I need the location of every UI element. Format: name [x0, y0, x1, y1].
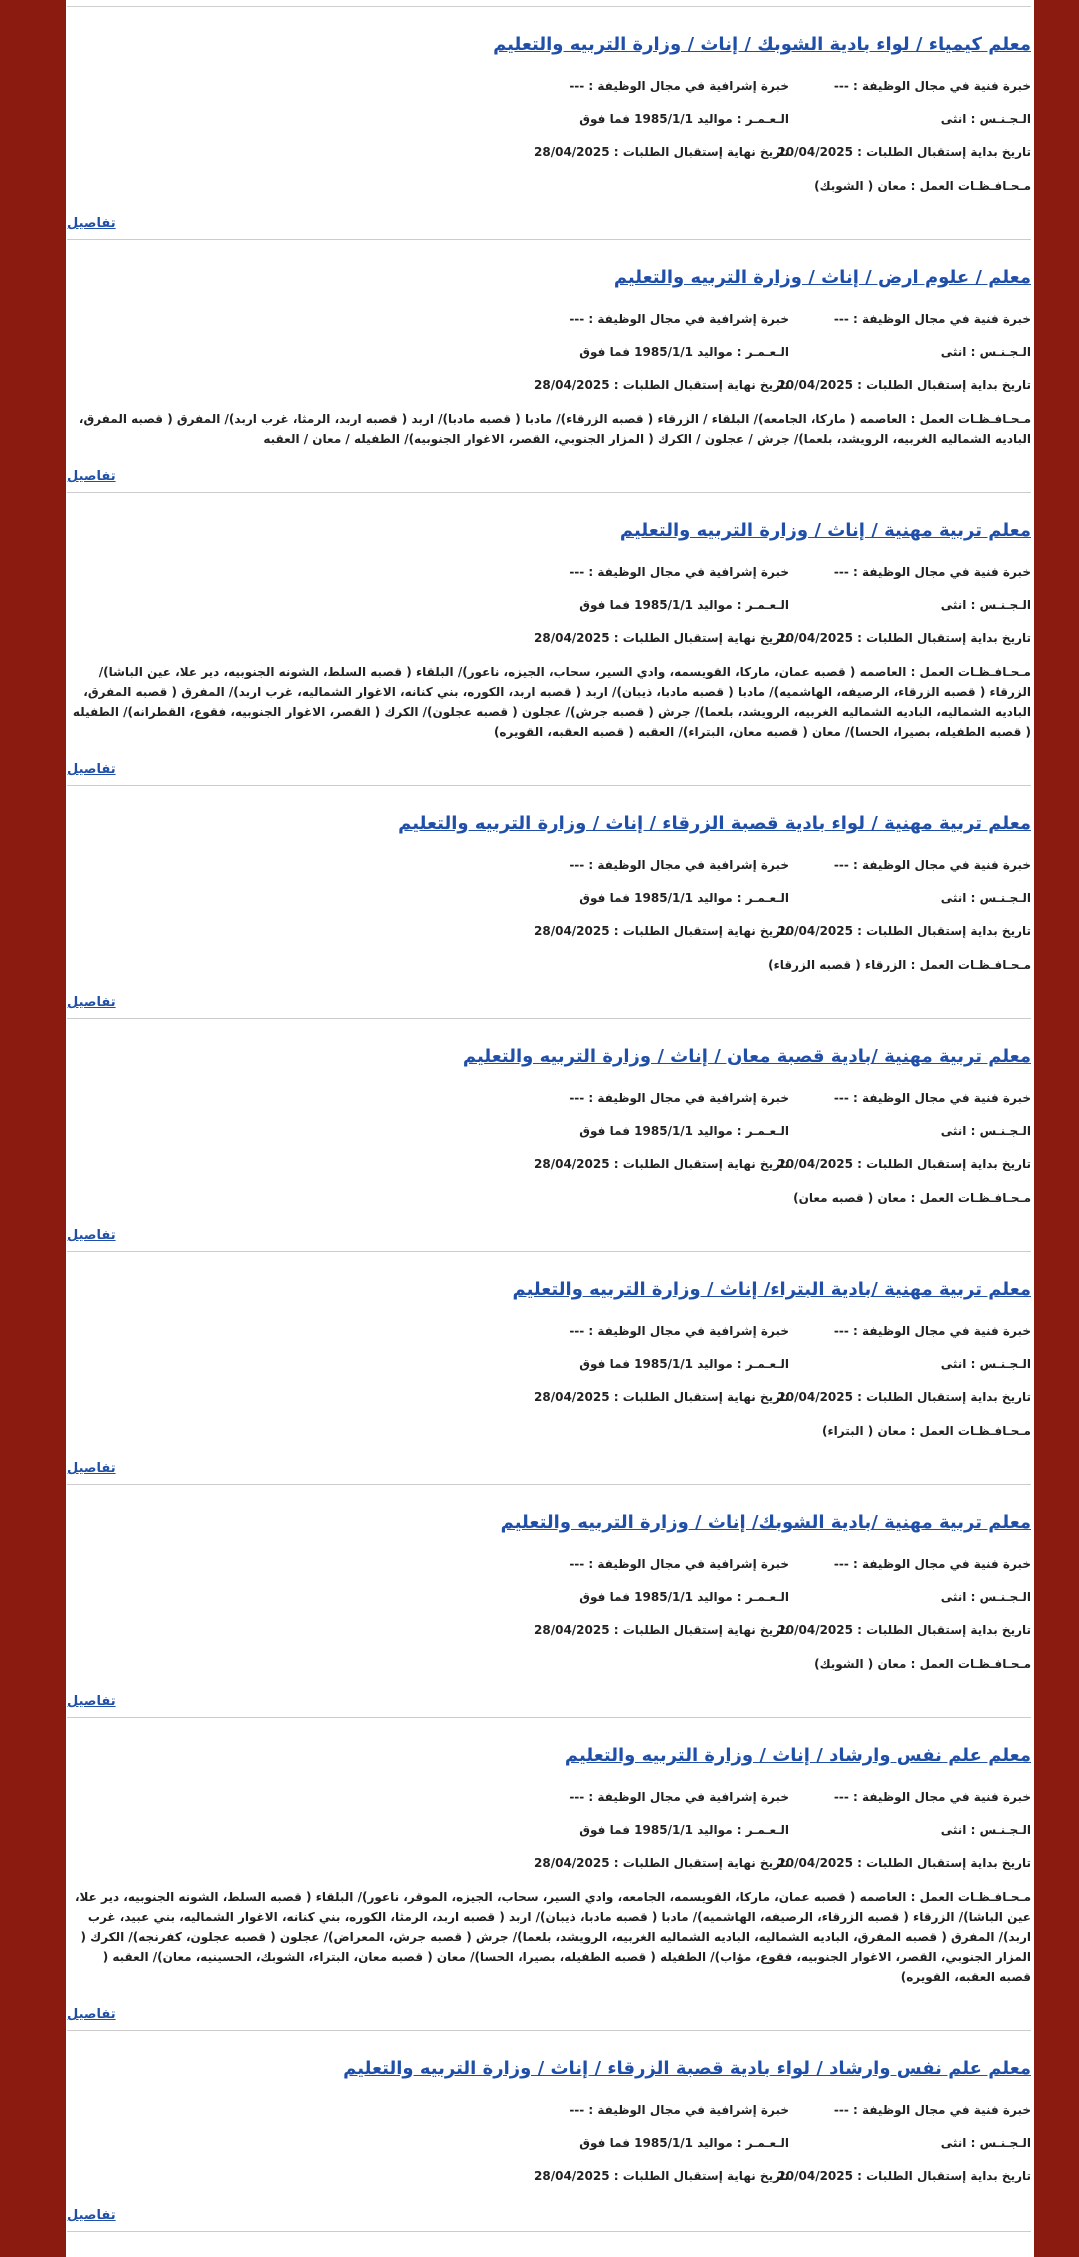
details-wrapper	[67, 461, 1031, 492]
work-governorates: مـحـافـظـات العمل : معان ( الشوبك)	[814, 179, 1031, 193]
start-date-text: تاريخ بداية إستقبال الطلبات : 20/04/2025	[777, 1390, 1031, 1404]
start-date-text: تاريخ بداية إستقبال الطلبات : 20/04/2025	[777, 924, 1031, 938]
work-governorates: مـحـافـظـات العمل : معان ( قصبه معان)	[793, 1191, 1031, 1205]
gender-age-row	[67, 110, 1031, 128]
details-link[interactable]: تفاصيل	[67, 2007, 116, 2022]
end-date-text: تاريخ نهاية إستقبال الطلبات : 28/04/2025	[534, 924, 789, 938]
supervisory-experience: خبرة إشرافية في مجال الوظيفة : ---	[569, 1324, 789, 1338]
experience-row	[67, 563, 1031, 581]
dates-row	[67, 1621, 1031, 1639]
start-date-text: تاريخ بداية إستقبال الطلبات : 20/04/2025	[777, 1856, 1031, 1870]
experience-row	[67, 856, 1031, 874]
details-link[interactable]: تفاصيل	[67, 469, 116, 484]
gender-age-row	[67, 2134, 1031, 2152]
details-wrapper	[67, 1453, 1031, 1484]
details-wrapper	[67, 987, 1031, 1018]
details-link[interactable]: تفاصيل	[67, 2208, 116, 2223]
end-date-text: تاريخ نهاية إستقبال الطلبات : 28/04/2025	[534, 1623, 789, 1637]
age-text: الـعـمـر : مواليد 1985/1/1 فما فوق	[579, 1590, 789, 1604]
gender-text: الـجـنـس : انثى	[940, 598, 1031, 612]
job-title-link[interactable]: معلم تربية مهنية / إناث / وزارة التربيه والتعليم	[619, 520, 1031, 541]
technical-experience: خبرة فنية في مجال الوظيفة : ---	[833, 1091, 1031, 1105]
gender-age-row	[67, 596, 1031, 614]
jobs-list	[67, 7, 1031, 2232]
job-listing	[67, 786, 1031, 1019]
supervisory-experience: خبرة إشرافية في مجال الوظيفة : ---	[569, 1790, 789, 1804]
job-title-link[interactable]: معلم كيمياء / لواء بادية الشوبك / إناث / وزارة التربيه والتعليم	[493, 34, 1031, 55]
job-listing	[67, 2031, 1031, 2232]
dates-row	[67, 922, 1031, 940]
job-listing	[67, 493, 1031, 786]
details-wrapper	[67, 1999, 1031, 2030]
details-wrapper	[67, 1220, 1031, 1251]
gender-age-row	[67, 1355, 1031, 1373]
gender-age-row	[67, 1122, 1031, 1140]
work-governorates: مـحـافـظـات العمل : الزرقاء ( قصبه الزرقاء)	[768, 958, 1031, 972]
end-date-text: تاريخ نهاية إستقبال الطلبات : 28/04/2025	[534, 1390, 789, 1404]
technical-experience: خبرة فنية في مجال الوظيفة : ---	[833, 858, 1031, 872]
start-date-text: تاريخ بداية إستقبال الطلبات : 20/04/2025	[777, 2169, 1031, 2183]
job-title-link[interactable]: معلم تربية مهنية /بادية البتراء/ إناث / وزارة التربيه والتعليم	[512, 1279, 1031, 1300]
age-text: الـعـمـر : مواليد 1985/1/1 فما فوق	[579, 112, 789, 126]
job-title-link[interactable]: معلم / علوم ارض / إناث / وزارة التربيه والتعليم	[613, 267, 1031, 288]
work-governorates: مـحـافـظـات العمل : العاصمه ( ماركا، الجامعه)/ البلقاء / الزرقاء ( قصبه الزرقاء)/ مادبا ( قصبه مادبا)/ اربد ( قصبه اربد، الرمثا، غرب اربد)/ المفرق ( قصبه المفرق، الباديه الشماليه الغربيه، الرويشد، بلعما)/ جرش / عجلون / الكرك ( المزار الجنوبي، القصر، الاغوار الجنوبيه)/ الطفيله / معان / العقبه	[78, 412, 1031, 446]
dates-row	[67, 1854, 1031, 1872]
end-date-text: تاريخ نهاية إستقبال الطلبات : 28/04/2025	[534, 2169, 789, 2183]
gender-text: الـجـنـس : انثى	[940, 1124, 1031, 1138]
experience-row	[67, 1555, 1031, 1573]
supervisory-experience: خبرة إشرافية في مجال الوظيفة : ---	[569, 858, 789, 872]
supervisory-experience: خبرة إشرافية في مجال الوظيفة : ---	[569, 2103, 789, 2117]
technical-experience: خبرة فنية في مجال الوظيفة : ---	[833, 2103, 1031, 2117]
supervisory-experience: خبرة إشرافية في مجال الوظيفة : ---	[569, 79, 789, 93]
technical-experience: خبرة فنية في مجال الوظيفة : ---	[833, 565, 1031, 579]
job-listing	[67, 240, 1031, 493]
job-title-link[interactable]: معلم علم نفس وارشاد / إناث / وزارة التربيه والتعليم	[564, 1745, 1031, 1766]
details-wrapper	[67, 754, 1031, 785]
experience-row	[67, 77, 1031, 95]
gender-text: الـجـنـس : انثى	[940, 2136, 1031, 2150]
gender-age-row	[67, 889, 1031, 907]
job-listing	[67, 1019, 1031, 1252]
details-link[interactable]: تفاصيل	[67, 1694, 116, 1709]
age-text: الـعـمـر : مواليد 1985/1/1 فما فوق	[579, 1124, 789, 1138]
start-date-text: تاريخ بداية إستقبال الطلبات : 20/04/2025	[777, 145, 1031, 159]
supervisory-experience: خبرة إشرافية في مجال الوظيفة : ---	[569, 565, 789, 579]
gender-age-row	[67, 1588, 1031, 1606]
gender-text: الـجـنـس : انثى	[940, 1357, 1031, 1371]
technical-experience: خبرة فنية في مجال الوظيفة : ---	[833, 79, 1031, 93]
technical-experience: خبرة فنية في مجال الوظيفة : ---	[833, 1557, 1031, 1571]
start-date-text: تاريخ بداية إستقبال الطلبات : 20/04/2025	[777, 378, 1031, 392]
experience-row	[67, 1089, 1031, 1107]
dates-row	[67, 1388, 1031, 1406]
experience-row	[67, 1788, 1031, 1806]
dates-row	[67, 1155, 1031, 1173]
dates-row	[67, 143, 1031, 161]
age-text: الـعـمـر : مواليد 1985/1/1 فما فوق	[579, 1357, 789, 1371]
job-title-link[interactable]: معلم علم نفس وارشاد / لواء بادية قصبة الزرقاء / إناث / وزارة التربيه والتعليم	[343, 2058, 1031, 2079]
gender-text: الـجـنـس : انثى	[940, 1590, 1031, 1604]
age-text: الـعـمـر : مواليد 1985/1/1 فما فوق	[579, 891, 789, 905]
gender-text: الـجـنـس : انثى	[940, 112, 1031, 126]
job-listing	[67, 1252, 1031, 1485]
technical-experience: خبرة فنية في مجال الوظيفة : ---	[833, 1324, 1031, 1338]
dates-row	[67, 376, 1031, 394]
end-date-text: تاريخ نهاية إستقبال الطلبات : 28/04/2025	[534, 378, 789, 392]
details-link[interactable]: تفاصيل	[67, 1461, 116, 1476]
job-listing	[67, 1485, 1031, 1718]
top-divider	[67, 0, 1031, 7]
jobs-panel	[66, 0, 1034, 2257]
details-link[interactable]: تفاصيل	[67, 216, 116, 231]
job-title-link[interactable]: معلم تربية مهنية /بادية قصبة معان / إناث / وزارة التربيه والتعليم	[462, 1046, 1031, 1067]
experience-row	[67, 1322, 1031, 1340]
gender-age-row	[67, 1821, 1031, 1839]
dates-row	[67, 2167, 1031, 2185]
work-governorates: مـحـافـظـات العمل : العاصمه ( قصبه عمان، ماركا، القويسمه، الجامعه، وادي السير، سحاب، الجيزه، الموقر، ناعور)/ البلقاء ( قصبه السلط، الشونه الجنوبيه، دير علا، عين الباشا)/ الزرقاء ( قصبه الزرقاء، الرصيفه، الهاشميه)/ مادبا ( قصبه مادبا، ذيبان)/ اربد ( قصبه اربد، الرمثا، الكوره، بني كنانه، الاغوار الشماليه، بني عبيد، غرب اربد)/ المفرق ( قصبه المفرق، الباديه الشماليه، الباديه الشماليه الغربيه، الرويشد، بلعما)/ جرش ( قصبه جرش، المعراض)/ عجلون ( قصبه عجلون، كفرنجه)/ الكرك ( المزار الجنوبي، القصر، الاغوار الجنوبيه، فقوع، مؤاب)/ الطفيله ( قصبه الطفيله، بصيرا، الحسا)/ معان ( قصبه معان، البتراء، الشوبك، الحسينيه، معان)/ العقبه ( قصبه العقبه، القويره)	[74, 1890, 1031, 1984]
end-date-text: تاريخ نهاية إستقبال الطلبات : 28/04/2025	[534, 145, 789, 159]
details-wrapper	[67, 2200, 1031, 2231]
end-date-text: تاريخ نهاية إستقبال الطلبات : 28/04/2025	[534, 1856, 789, 1870]
age-text: الـعـمـر : مواليد 1985/1/1 فما فوق	[579, 2136, 789, 2150]
start-date-text: تاريخ بداية إستقبال الطلبات : 20/04/2025	[777, 1623, 1031, 1637]
details-link[interactable]: تفاصيل	[67, 995, 116, 1010]
gender-text: الـجـنـس : انثى	[940, 891, 1031, 905]
details-wrapper	[67, 1686, 1031, 1717]
job-title-link[interactable]: معلم تربية مهنية /بادية الشوبك/ إناث / وزارة التربيه والتعليم	[500, 1512, 1031, 1533]
job-listing	[67, 1718, 1031, 2031]
dates-row	[67, 629, 1031, 647]
gender-age-row	[67, 343, 1031, 361]
age-text: الـعـمـر : مواليد 1985/1/1 فما فوق	[579, 598, 789, 612]
end-date-text: تاريخ نهاية إستقبال الطلبات : 28/04/2025	[534, 631, 789, 645]
experience-row	[67, 310, 1031, 328]
work-governorates: مـحـافـظـات العمل : العاصمه ( قصبه عمان، ماركا، القويسمه، وادي السير، سحاب، الجيزه، ناعور)/ البلقاء ( قصبه السلط، الشونه الجنوبيه، دير علا، عين الباشا)/ الزرقاء ( قصبه الزرقاء، الرصيفه، الهاشميه)/ مادبا ( قصبه مادبا، ذيبان)/ اربد ( قصبه اربد، الكوره، بني كنانه، الاغوار الشماليه، غرب اربد)/ المفرق ( قصبه المفرق، الباديه الشماليه، الباديه الشماليه الغربيه، الرويشد، بلعما)/ جرش ( قصبه جرش)/ عجلون ( قصبه عجلون)/ الكرك ( القصر، الاغوار الجنوبيه، فقوع، القطرانه)/ الطفيله ( قصبه الطفيله، بصيرا، الحسا)/ معان ( قصبه معان، البتراء)/ العقبه ( قصبه العقبه، القويره)	[72, 665, 1031, 739]
technical-experience: خبرة فنية في مجال الوظيفة : ---	[833, 1790, 1031, 1804]
details-wrapper	[67, 208, 1031, 239]
start-date-text: تاريخ بداية إستقبال الطلبات : 20/04/2025	[777, 631, 1031, 645]
job-listing	[67, 7, 1031, 240]
gender-text: الـجـنـس : انثى	[940, 1823, 1031, 1837]
work-governorates: مـحـافـظـات العمل : معان ( البتراء)	[822, 1424, 1031, 1438]
experience-row	[67, 2101, 1031, 2119]
age-text: الـعـمـر : مواليد 1985/1/1 فما فوق	[579, 1823, 789, 1837]
start-date-text: تاريخ بداية إستقبال الطلبات : 20/04/2025	[777, 1157, 1031, 1171]
end-date-text: تاريخ نهاية إستقبال الطلبات : 28/04/2025	[534, 1157, 789, 1171]
supervisory-experience: خبرة إشرافية في مجال الوظيفة : ---	[569, 1091, 789, 1105]
age-text: الـعـمـر : مواليد 1985/1/1 فما فوق	[579, 345, 789, 359]
technical-experience: خبرة فنية في مجال الوظيفة : ---	[833, 312, 1031, 326]
supervisory-experience: خبرة إشرافية في مجال الوظيفة : ---	[569, 1557, 789, 1571]
details-link[interactable]: تفاصيل	[67, 1228, 116, 1243]
details-link[interactable]: تفاصيل	[67, 762, 116, 777]
supervisory-experience: خبرة إشرافية في مجال الوظيفة : ---	[569, 312, 789, 326]
gender-text: الـجـنـس : انثى	[940, 345, 1031, 359]
job-title-link[interactable]: معلم تربية مهنية / لواء بادية قصبة الزرقاء / إناث / وزارة التربيه والتعليم	[398, 813, 1031, 834]
work-governorates: مـحـافـظـات العمل : معان ( الشوبك)	[814, 1657, 1031, 1671]
